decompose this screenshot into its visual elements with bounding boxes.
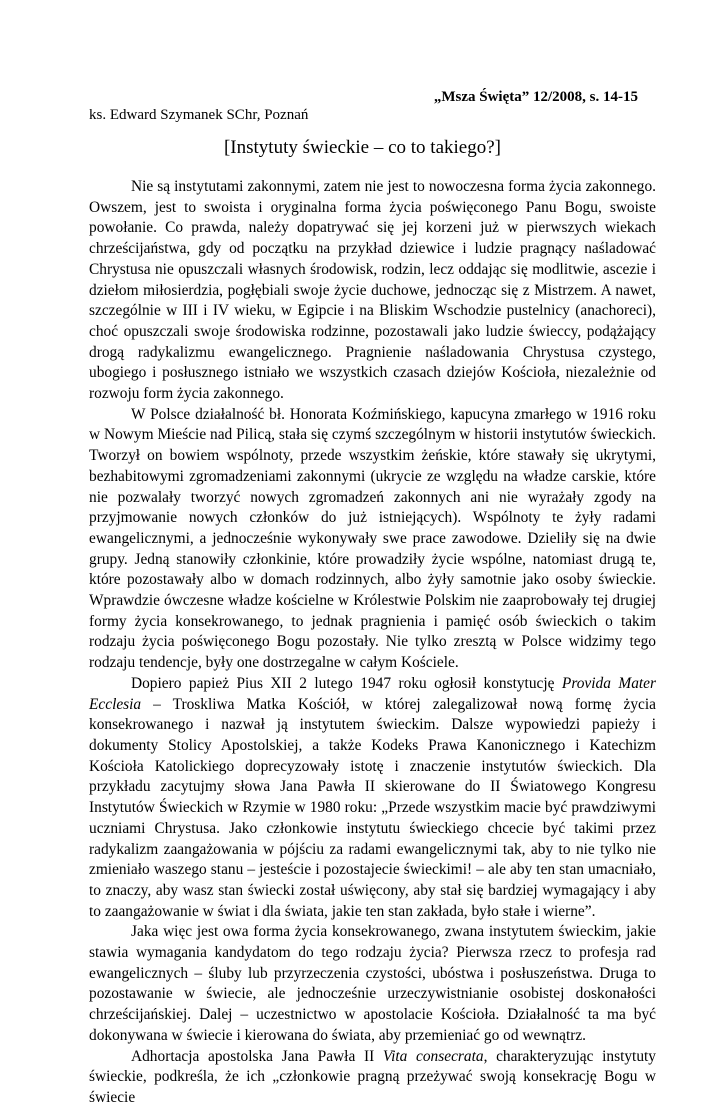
document-title-italic: Provida Mater Ecclesia [89,674,656,713]
paragraph-2: W Polsce działalność bł. Honorata Koźmińskiego, kapucyna zmarłego w 1916 roku w Nowym Mieście nad Pilicą, stała się czymś szczególnym w historii instytutów świeckich. Tworzył on bowiem wspólnoty, przede wszystkim żeńskie, które stawały się ukrytymi, bezhabitowymi zgromadzeniami zakonnymi (ukrycie ze względu na władze carskie, które nie pozwalały tworzyć nowych zgromadzeń zakonnych ani nie wyrażały zgody na przyjmowanie nowych członków do już istniejących). Wspólnoty te żyły radami ewangelicznymi, a jednocześnie wykonywały swe prace zawodowe. Dzieliły się na dwie grupy. Jedną stanowiły członkinie, które prowadziły życie wspólne, natomiast drugą te, które pozostawały albo w domach rodzinnych, albo żyły samotnie jako osoby świeckie. Wprawdzie ówczesne władze kościelne w Królestwie Polskim nie zaaprobowały tej drugiej formy życia konsekrowanego, to jednak pragnienia i pamięć osób świeckich o takim rodzaju życia poświęconego Bogu pozostały. Nie tylko zresztą w Polsce widzimy tego rodzaju tendencje, były one dostrzegalne w całym Kościele. [89,405,656,672]
paragraph-5-text-rest: , charakteryzując instytuty świeckie, podkreśla, że ich „członkowie pragną przeżywać swoją konsekrację Bogu w świecie [89,1047,657,1106]
paragraph-3-text-start: Dopiero papież Pius XII 2 lutego 1947 roku ogłosił konstytucję [131,674,562,692]
document-title-italic: Vita consecrata [382,1047,484,1065]
paragraph-3 [89,674,656,922]
paragraph-1: Nie są instytutami zakonnymi, zatem nie jest to nowoczesna forma życia zakonnego. Owszem, jest to swoista i oryginalna forma życia poświęconego Panu Bogu, swoiste powołanie. Co prawda, należy dopatrywać się jej korzeni już w pierwszych wiekach chrześcijaństwa, gdy od początku na przykład dziewice i ludzie pragnący naśladować Chrystusa nie opuszczali własnych środowisk, rodzin, lecz oddając się modlitwie, ascezie i dziełom miłosierdzia, pogłębiali swoje życie duchowe, jednocząc się z Mistrzem. A nawet, szczególnie w III i IV wieku, w Egipcie i na Bliskim Wschodzie pustelnicy (anachoreci), choć opuszczali swoje środowiska rodzinne, pozostawali jako ludzie świeccy, podążający drogą radykalizmu ewangelicznego. Pragnienie naśladowania Chrystusa czystego, ubogiego i posłusznego istniało we wszystkich czasach dziejów Kościoła, niezależnie od rozwoju form życia zakonnego. [89,178,656,403]
paragraph-5-text-start: Adhortacja apostolska Jana Pawła II [131,1047,383,1065]
paragraph-5 [89,1047,656,1109]
source-citation: „Msza Święta” 12/2008, s. 14-15 [433,89,638,105]
author-line: ks. Edward Szymanek SChr, Poznań [89,107,309,123]
paragraph-4: Jaka więc jest owa forma życia konsekrowanego, zwana instytutem świeckim, jakie stawia wymagania kandydatom do tego rodzaju życia? Pierwsza rzecz to profesja rad ewangelicznych – śluby lub przyrzeczenia czystości, ubóstwa i posłuszeństwa. Druga to pozostawanie w świecie, ale jednocześnie urzeczywistnianie osobistej doskonałości chrześcijańskiej. Dalej – uczestnictwo w apostolacie Kościoła. Działalność ta ma być dokonywana w świecie i kierowana do świata, aby przemieniać go od wewnątrz. [89,923,656,1044]
article-title: [Instytuty świeckie – co to takiego?] [223,137,501,158]
paragraph-3-text-rest: – Troskliwa Matka Kościół, w której zalegalizował nową formę życia konsekrowanego i nazwał ją instytutem świeckim. Dalsze wypowiedzi papieży i dokumenty Stolicy Apostolskiej, a także Kodeks Prawa Kanonicznego i Katechizm Kościoła Katolickiego doprecyzowały istotę i znaczenie instytutów świeckich. Dla przykładu zacytujmy słowa Jana Pawła II skierowane do II Światowego Kongresu Instytutów Świeckich w Rzymie w 1980 roku: „Przede wszystkim macie być prawdziwymi uczniami Chrystusa. Jako członkowie instytutu świeckiego chcecie być takimi przez radykalizm zaangażowania w pójściu za radami ewangelicznymi tak, aby to nie tylko nie zmieniało waszego stanu – jesteście i pozostajecie świeckimi! – ale aby ten stan umacniało, to znaczy, aby wasz stan świecki został uświęcony, aby stał się bardziej wymagający i aby to zaangażowanie w świat i dla świata, jakie ten stan zakłada, było stałe i wierne”. [89,695,656,920]
article-body [89,177,656,1109]
